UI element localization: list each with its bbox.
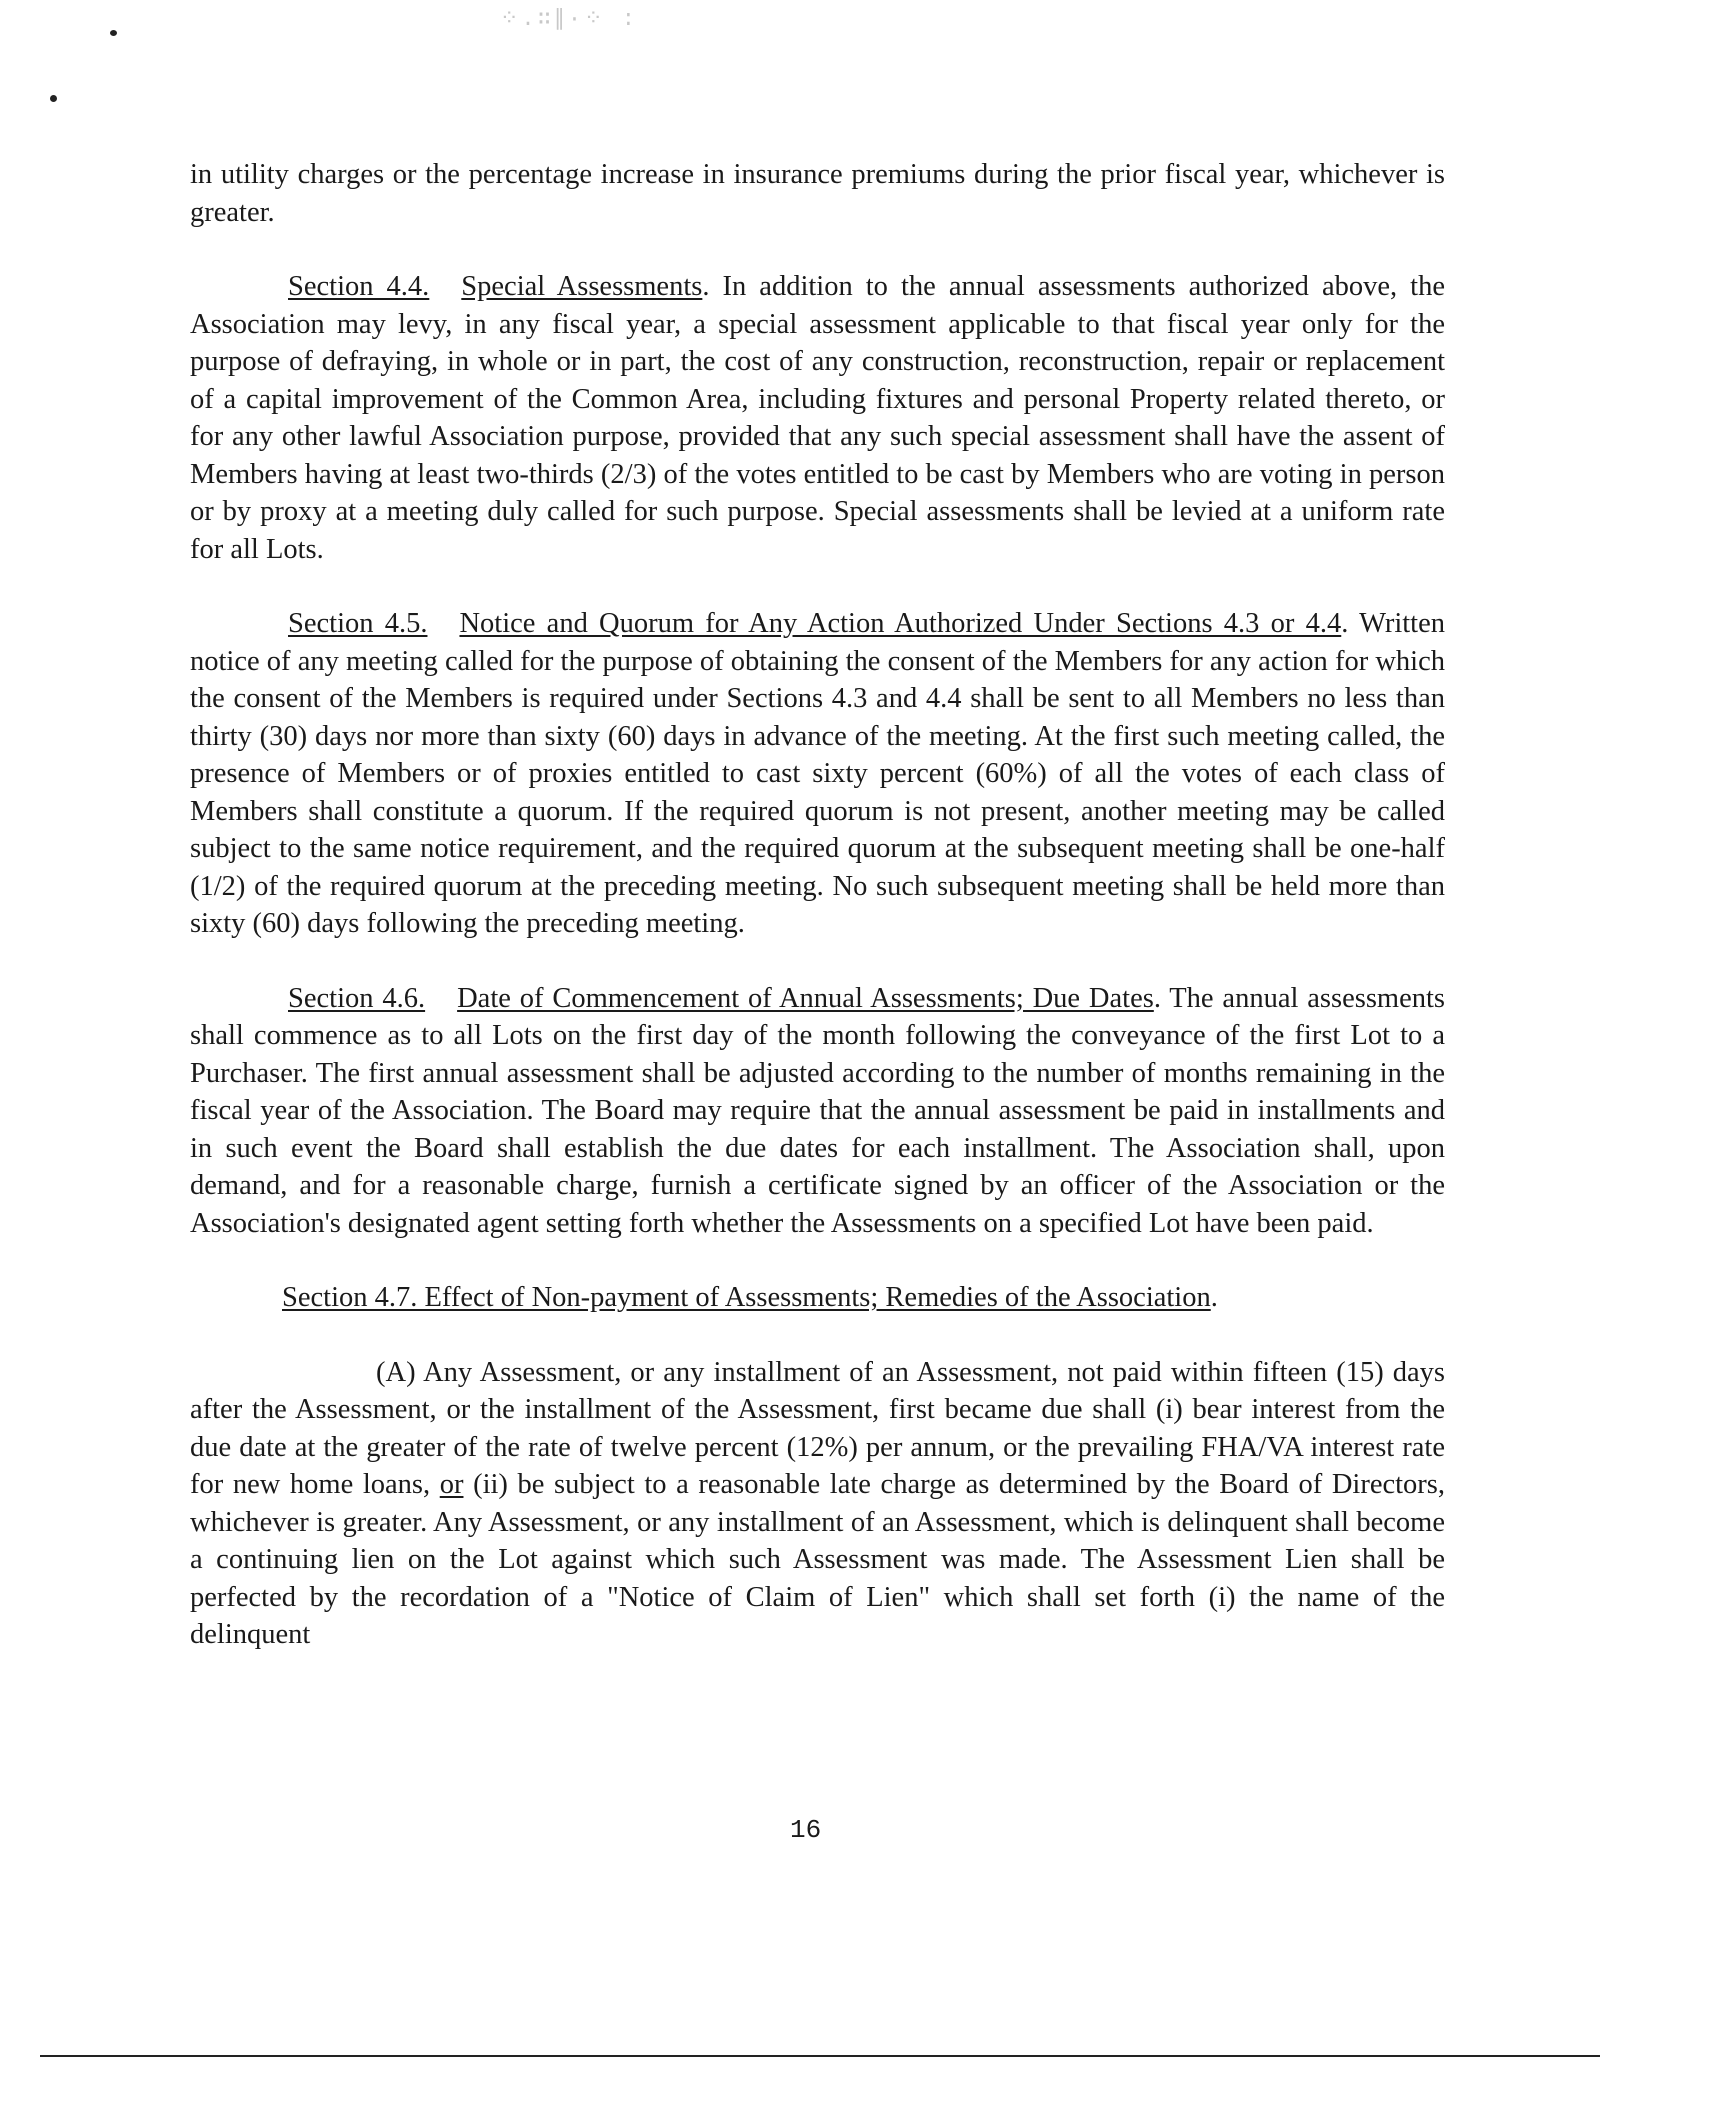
section-4-4-title: Special Assessments xyxy=(461,271,703,302)
section-4-5 xyxy=(190,605,1445,943)
section-4-6-title: Date of Commencement of Annual Assessments; Due Dates xyxy=(457,982,1154,1014)
section-4-6-number: Section 4.6. xyxy=(288,982,426,1014)
section-4-7-a-text-2: (ii) be subject to a reasonable late charge as determined by the Board of Directors, whichever is greater. Any Assessment, or any installment of an Assessment, which is delinquent shall become a continuing lien on the Lot against which such Assessment was made. The Assessment Lien shall be perfected by the recordation of a "Notice of Claim of Lien" which shall set forth (i) the name of the delinquent xyxy=(190,1469,1445,1650)
bottom-scan-line xyxy=(40,2055,1600,2057)
section-4-6 xyxy=(190,980,1445,1243)
scan-speck xyxy=(110,30,117,36)
section-4-7-heading: Section 4.7. Effect of Non-payment of Assessments; Remedies of the Association xyxy=(282,1282,1211,1313)
section-4-6-text: . The annual assessments shall commence as to all Lots on the first day of the month following the conveyance of the first Lot to a Purchaser. The first annual assessment shall be adjusted according to the number of months remaining in the fiscal year of the Association. The Board may require that the annual assessment be paid in installments and in such event the Board shall establish the due dates for each installment. The Association shall, upon demand, and for a reasonable charge, furnish a certificate signed by an officer of the Association or the Association's designated agent setting forth whether the Assessments on a specified Lot have been paid. xyxy=(190,982,1445,1239)
section-4-4 xyxy=(190,268,1445,568)
section-4-7-a-text-1: (A) Any Assessment, or any installment of an Assessment, not paid within fifteen (15) days after the Assessment, or the installment of the Assessment, first became due shall (i) bear interest from the due date at the greater of the rate of twelve percent (12%) per annum, or the prevailing FHA/VA interest rate for new home loans, xyxy=(190,1356,1445,1500)
section-4-7-a xyxy=(190,1354,1445,1654)
paragraph-intro: in utility charges or the percentage increase in insurance premiums during the prior fiscal year, whichever is greater. xyxy=(190,159,1445,228)
faint-header-stamp: ⁘.∷∥·⁘ : xyxy=(500,7,638,32)
scan-speck xyxy=(50,95,57,102)
page-number: 16 xyxy=(790,1815,822,1845)
section-4-5-title: Notice and Quorum for Any Action Authorized Under Sections 4.3 or 4.4 xyxy=(459,608,1342,639)
section-4-4-number: Section 4.4. xyxy=(288,271,430,302)
section-4-5-text: . Written notice of any meeting called for the purpose of obtaining the consent of the Members for any action for which the consent of the Members is required under Sections 4.3 and 4.4 shall be sent to all Members no less than thirty (30) days nor more than sixty (60) days in advance of the meeting. At the first such meeting called, the presence of Members or of proxies entitled to cast sixty percent (60%) of all the votes of each class of Members shall constitute a quorum. If the required quorum is not present, another meeting may be called subject to the same notice requirement, and the required quorum at the subsequent meeting shall be one-half (1/2) of the required quorum at the preceding meeting. No such subsequent meeting shall be held more than sixty (60) days following the preceding meeting. xyxy=(190,608,1445,939)
document-body xyxy=(190,156,1445,1691)
section-4-4-text: . In addition to the annual assessments authorized above, the Association may levy, in any fiscal year, a special assessment applicable to that fiscal year only for the purpose of defraying, in whole or in part, the cost of any construction, reconstruction, repair or replacement of a capital improvement of the Common Area, including fixtures and personal Property related thereto, or for any other lawful Association purpose, provided that any such special assessment shall have the assent of Members having at least two-thirds (2/3) of the votes entitled to be cast by Members who are voting in person or by proxy at a meeting duly called for such purpose. Special assessments shall be levied at a uniform rate for all Lots. xyxy=(190,271,1445,565)
section-4-7-a-or: or xyxy=(439,1469,464,1500)
section-4-7-heading-line: Section 4.7. Effect of Non-payment of Assessments; Remedies of the Association. xyxy=(282,1282,1218,1313)
section-4-5-number: Section 4.5. xyxy=(288,608,428,639)
